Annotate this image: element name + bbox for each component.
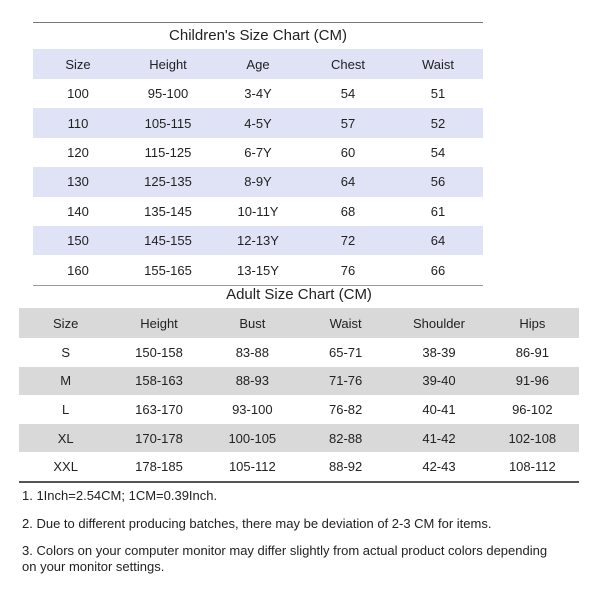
table-cell: 6-7Y [244, 144, 272, 160]
table-row [19, 452, 579, 481]
children-size-chart [33, 22, 483, 286]
table-cell: 8-9Y [213, 167, 303, 196]
table-cell: 155-165 [144, 262, 192, 278]
table-cell: XXL [53, 459, 78, 475]
table-cell: 100-105 [206, 424, 299, 453]
table-row [33, 197, 483, 226]
table-cell: 163-170 [135, 401, 183, 417]
table-cell: XL [19, 424, 112, 453]
adult-size-table [19, 308, 579, 481]
adult-column-header: Shoulder [392, 308, 485, 338]
children-column-header: Height [123, 49, 213, 79]
children-header-row [33, 49, 483, 79]
table-cell: 41-42 [392, 424, 485, 453]
table-cell: 115-125 [144, 144, 192, 160]
table-cell: 91-96 [486, 367, 579, 396]
table-cell: 51 [430, 86, 446, 102]
children-column-header: Size [33, 49, 123, 79]
table-cell: 83-88 [235, 344, 269, 360]
table-row [33, 226, 483, 255]
table-cell: 40-41 [422, 401, 456, 417]
table-cell: 108-112 [508, 459, 556, 475]
table-cell: 68 [340, 203, 356, 219]
table-row [33, 138, 483, 167]
adult-header-row [19, 308, 579, 338]
table-cell: 38-39 [422, 344, 456, 360]
table-cell: 145-155 [123, 226, 213, 255]
children-size-table [33, 49, 483, 285]
table-cell: 76-82 [329, 401, 363, 417]
table-cell: 110 [33, 108, 123, 137]
children-column-header: Chest [303, 49, 393, 79]
table-cell: 54 [430, 144, 446, 160]
note-deviation: 2. Due to different producing batches, there may be deviation of 2-3 CM for items. [22, 516, 492, 531]
note-colors: 3. Colors on your computer monitor may differ slightly from actual product colors depending on your monitor settings. [22, 543, 548, 574]
table-cell: 135-145 [144, 203, 192, 219]
table-row [19, 395, 579, 424]
table-cell: 4-5Y [213, 108, 303, 137]
table-cell: S [61, 344, 70, 360]
table-cell: 150 [33, 226, 123, 255]
children-column-header: Age [213, 49, 303, 79]
adult-chart-bottom-divider [19, 481, 579, 483]
table-cell: 61 [430, 203, 446, 219]
table-cell: 56 [393, 167, 483, 196]
table-cell: 102-108 [486, 424, 579, 453]
table-cell: M [19, 367, 112, 396]
table-cell: 100 [67, 86, 89, 102]
adult-column-header: Waist [299, 308, 392, 338]
table-cell: 88-93 [206, 367, 299, 396]
table-cell: 60 [340, 144, 356, 160]
adult-column-header: Height [112, 308, 205, 338]
adult-column-header: Hips [486, 308, 579, 338]
table-cell: 64 [393, 226, 483, 255]
table-cell: 125-135 [123, 167, 213, 196]
table-cell: 54 [340, 86, 356, 102]
table-cell: 66 [430, 262, 446, 278]
table-cell: 86-91 [515, 344, 549, 360]
table-cell: 93-100 [232, 401, 273, 417]
table-cell: 52 [393, 108, 483, 137]
adult-chart-title: Adult Size Chart (CM) [226, 286, 372, 303]
table-cell: 65-71 [329, 344, 363, 360]
table-cell: 105-115 [123, 108, 213, 137]
table-cell: 178-185 [135, 459, 183, 475]
table-cell: 39-40 [392, 367, 485, 396]
table-row [33, 255, 483, 284]
table-cell: 150-158 [135, 344, 183, 360]
adult-column-header: Size [19, 308, 112, 338]
table-row [33, 79, 483, 108]
table-cell: 13-15Y [237, 262, 279, 278]
children-column-header: Waist [393, 49, 483, 79]
table-cell: 158-163 [112, 367, 205, 396]
table-cell: 76 [340, 262, 356, 278]
table-cell: 82-88 [299, 424, 392, 453]
table-cell: 64 [303, 167, 393, 196]
table-cell: 170-178 [112, 424, 205, 453]
table-cell: 72 [303, 226, 393, 255]
table-cell: 42-43 [422, 459, 456, 475]
table-cell: 140 [67, 203, 89, 219]
table-row [33, 167, 483, 196]
table-cell: 160 [67, 262, 89, 278]
table-row [19, 367, 579, 396]
table-cell: 10-11Y [237, 203, 279, 219]
children-chart-title: Children's Size Chart (CM) [169, 27, 347, 44]
table-cell: 57 [303, 108, 393, 137]
table-cell: 96-102 [512, 401, 553, 417]
table-cell: 130 [33, 167, 123, 196]
table-cell: 95-100 [147, 86, 189, 102]
table-row [19, 424, 579, 453]
adult-column-header: Bust [206, 308, 299, 338]
table-cell: 71-76 [299, 367, 392, 396]
table-cell: 88-92 [329, 459, 363, 475]
table-row [19, 338, 579, 367]
table-cell: 3-4Y [244, 86, 272, 102]
table-cell: 120 [67, 144, 89, 160]
table-cell: 12-13Y [213, 226, 303, 255]
table-row [33, 108, 483, 137]
adult-size-chart [19, 282, 579, 483]
note-conversion: 1. 1Inch=2.54CM; 1CM=0.39Inch. [22, 488, 218, 503]
table-cell: 105-112 [228, 459, 276, 475]
table-cell: L [62, 401, 70, 417]
